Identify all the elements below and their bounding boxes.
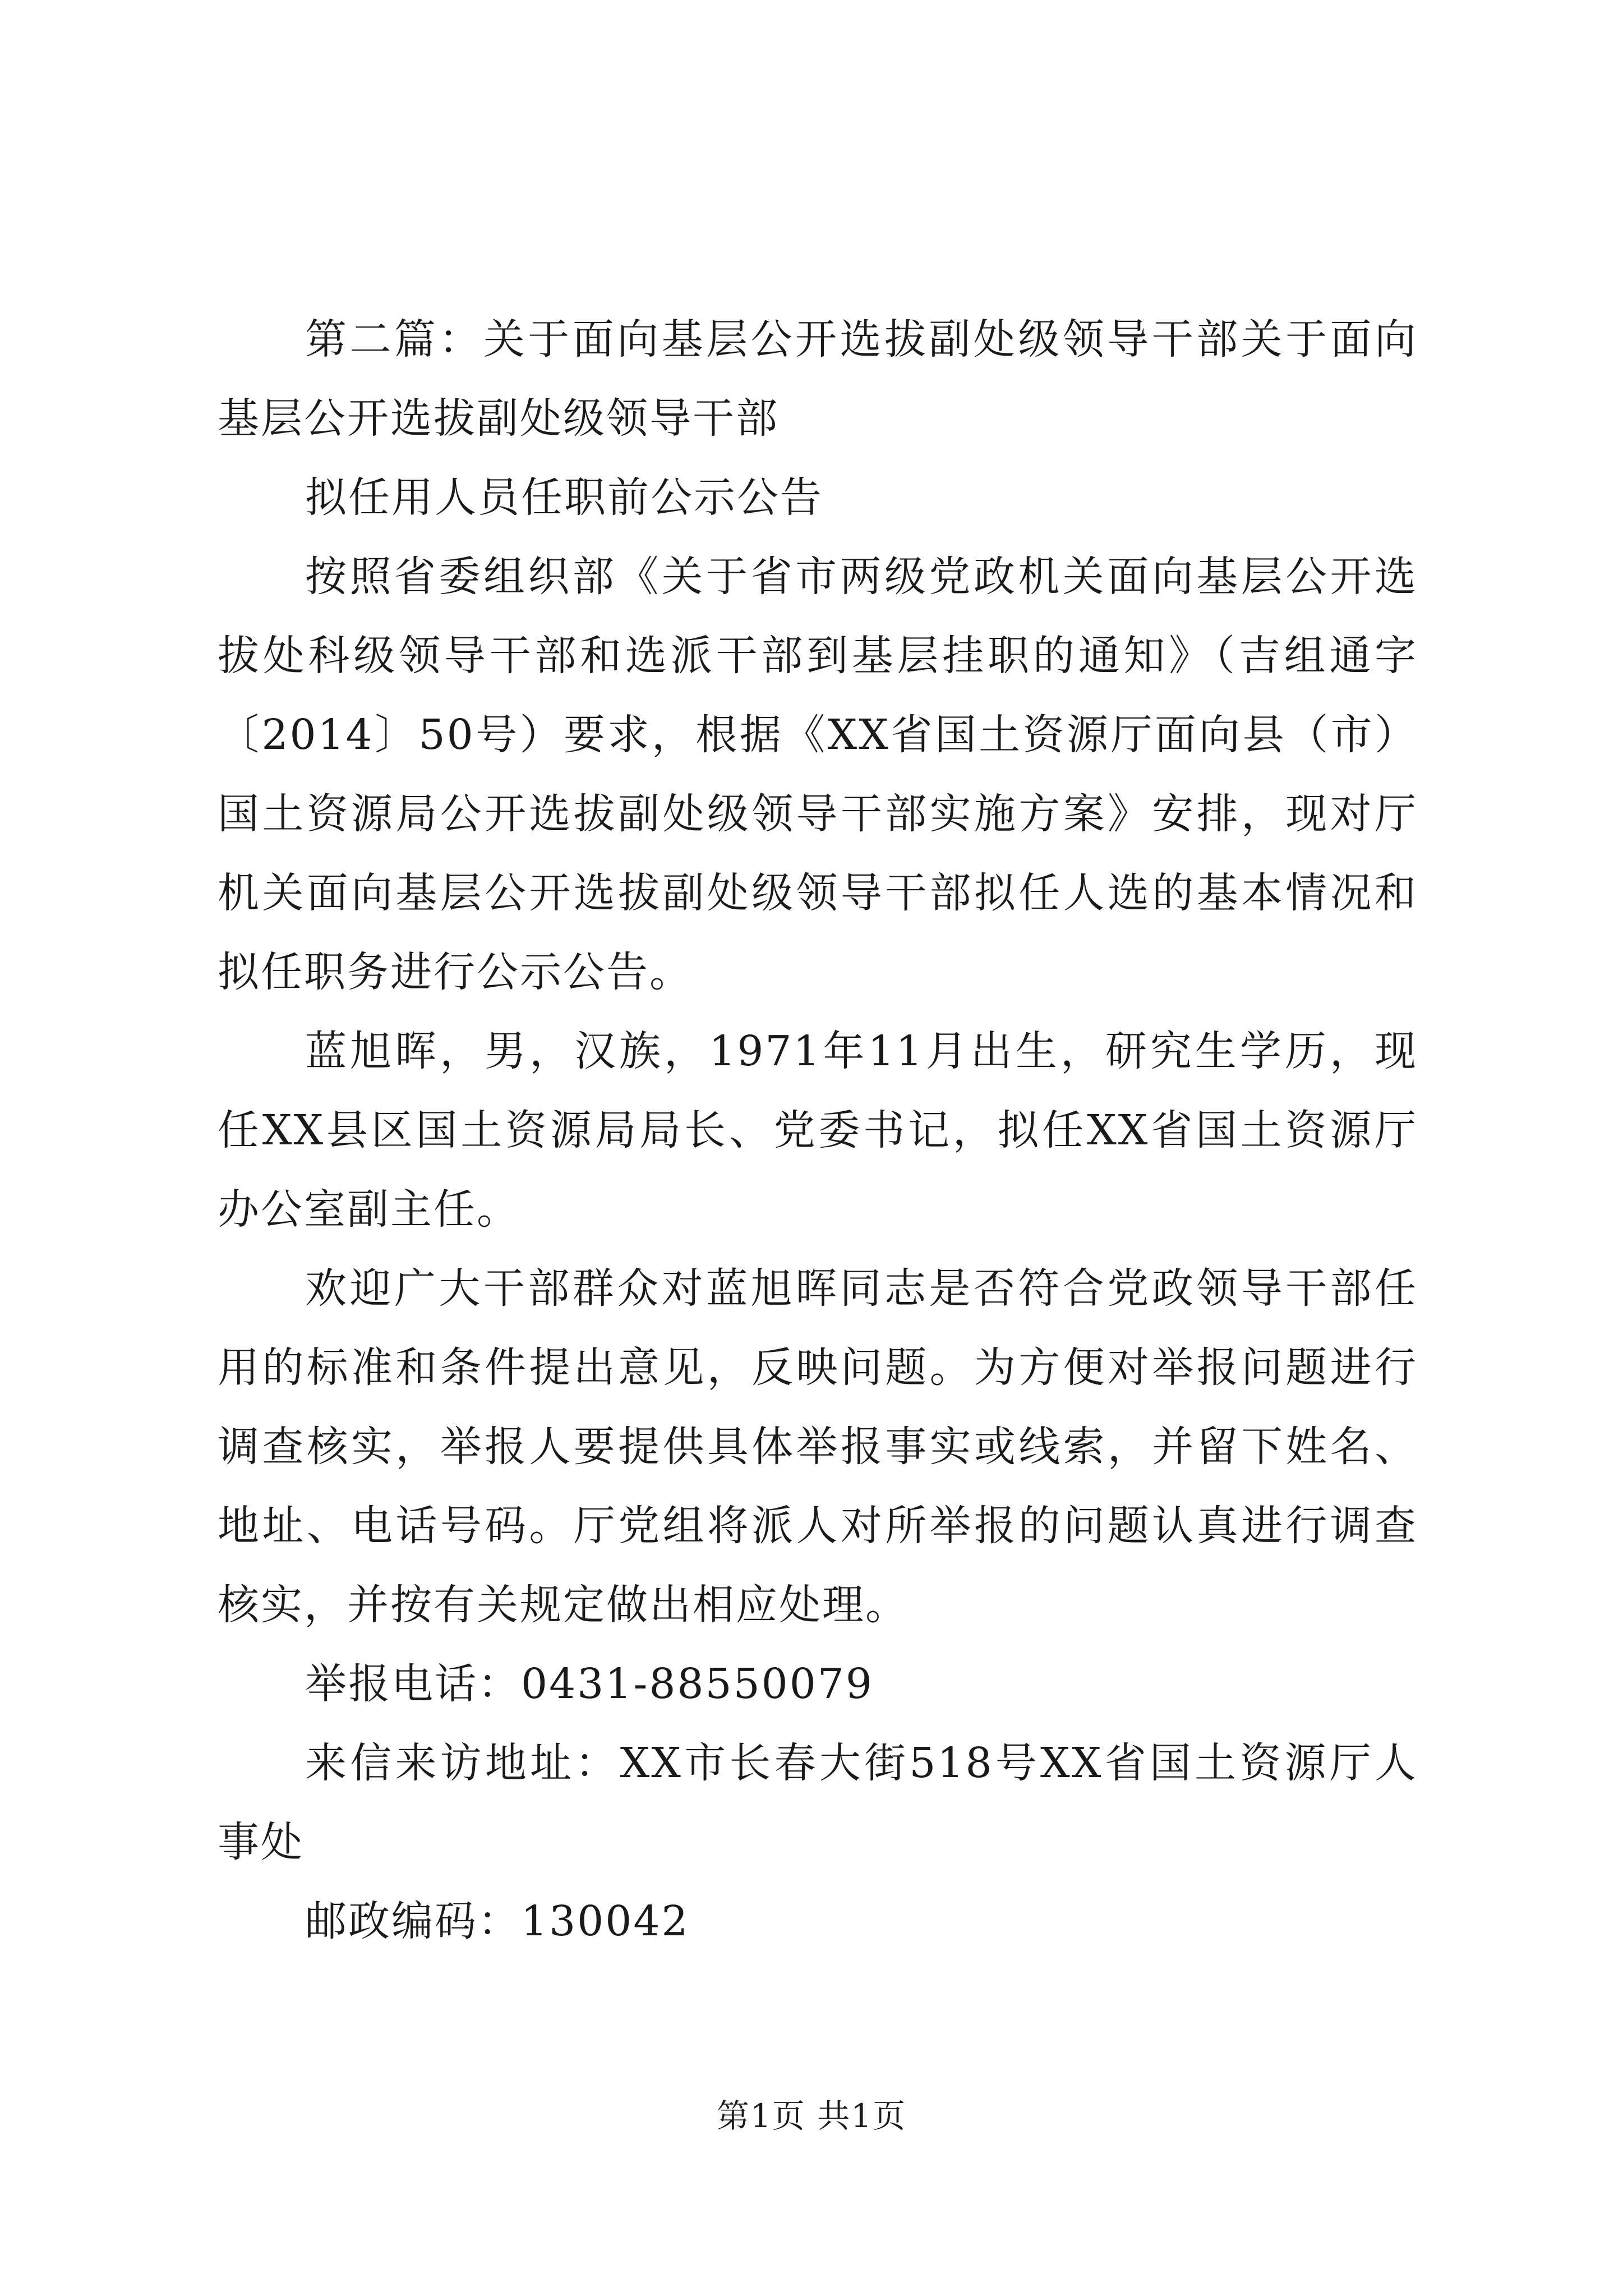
body-paragraph: 蓝旭晖，男，汉族，1971年11月出生，研究生学历，现任XX县区国土资源局局长、党委书记，拟任XX省国土资源厅办公室副主任。 <box>218 1027 1418 1234</box>
subheading-paragraph: 拟任用人员任职前公示公告 <box>305 473 823 522</box>
contact-address: 来信来访地址：XX市长春大街518号XX省国土资源厅人事处 <box>218 1739 1418 1866</box>
body-paragraph: 按照省委组织部《关于省市两级党政机关面向基层公开选拔处科级领导干部和选派干部到基层挂职的通知》（吉组通字〔2014〕50号）要求，根据《XX省国土资源厅面向县（市）国土资源局公开选拔副处级领导干部实施方案》安排，现对厅机关面向基层公开选拔副处级领导干部拟任人选的基本情况和拟任职务进行公示公告。 <box>218 553 1418 996</box>
heading-paragraph: 第二篇：关于面向基层公开选拔副处级领导干部关于面向基层公开选拔副处级领导干部 <box>218 315 1418 443</box>
document-body <box>218 300 1418 1961</box>
page-footer: 第1页 共1页 <box>716 2097 907 2135</box>
body-paragraph: 欢迎广大干部群众对蓝旭晖同志是否符合党政领导干部任用的标准和条件提出意见，反映问题。为方便对举报问题进行调查核实，举报人要提供具体举报事实或线索，并留下姓名、地址、电话号码。厅党组将派人对所举报的问题认真进行调查核实，并按有关规定做出相应处理。 <box>218 1264 1418 1629</box>
contact-phone: 举报电话：0431-88550079 <box>305 1660 874 1708</box>
postal-code: 邮政编码：130042 <box>305 1897 690 1945</box>
